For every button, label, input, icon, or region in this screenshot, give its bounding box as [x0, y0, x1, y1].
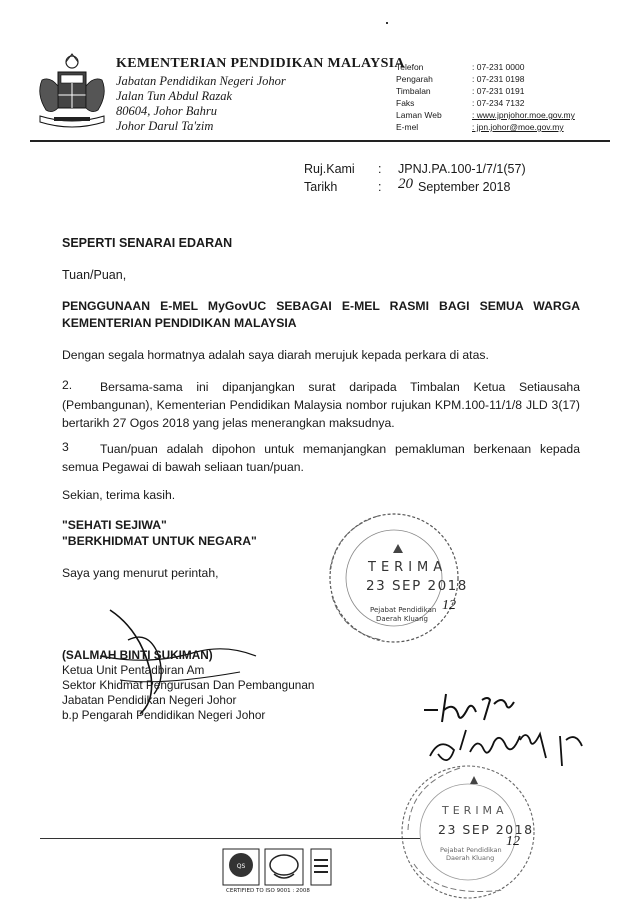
ink-dot: [386, 22, 388, 24]
standard-logo: [264, 848, 304, 886]
stamp-office: Pejabat Pendidikan: [440, 846, 502, 854]
address-line: Jalan Tun Abdul Razak: [116, 89, 233, 103]
contact-label: Timbalan: [396, 86, 431, 96]
signatory-line: Jabatan Pendidikan Negeri Johor: [62, 693, 237, 707]
received-stamp: [318, 506, 468, 646]
contact-label: E-mel: [396, 122, 419, 132]
address-line: Jabatan Pendidikan Negeri Johor: [116, 74, 286, 88]
coat-of-arms-logo: [32, 50, 112, 134]
header-divider: [30, 140, 610, 142]
contact-label: Faks: [396, 98, 415, 108]
svg-text:QS: QS: [236, 863, 246, 870]
stamp-date: 23 SEP 2018: [366, 578, 468, 594]
stamp-office: Daerah Kluang: [446, 854, 495, 862]
website-link[interactable]: : www.jpnjohor.moe.gov.my: [472, 110, 575, 120]
date-month-year: September 2018: [418, 180, 511, 194]
stamp-office: Daerah Kluang: [376, 615, 428, 623]
stamp-handwritten-number: 12: [506, 834, 520, 849]
stamp-date: 23 SEP 2018: [438, 822, 534, 837]
reference-separator: :: [378, 162, 382, 176]
instruction: Saya yang menurut perintah,: [62, 566, 219, 580]
stamp-title: TERIMA: [368, 560, 448, 575]
contact-label: Laman Web: [396, 110, 442, 120]
contact-label: Pengarah: [396, 74, 433, 84]
date-day-handwritten: 20: [398, 176, 413, 192]
recipient: SEPERTI SENARAI EDARAN: [62, 236, 233, 250]
contact-value: : 07-231 0198: [472, 74, 525, 84]
paragraph-3: Tuan/puan adalah dipohon untuk memanjangkan pemakluman berkenaan kepada semua Pegawai di bawah seliaan tuan/puan.: [62, 442, 580, 474]
paragraph-2: Bersama-sama ini dipanjangkan surat daripada Timbalan Ketua Setiausaha (Pembangunan), Kementerian Pendidikan Malaysia nombor rujukan KPM.100-11/1/8 JLD 3(17) bertarikh 27 Ogos 2018 yang jelas menerangkan maksudnya.: [62, 380, 580, 430]
ministry-name: KEMENTERIAN PENDIDIKAN MALAYSIA: [116, 56, 405, 71]
signatory-line: Ketua Unit Pentadbiran Am: [62, 663, 205, 677]
paragraph-3-number: 3: [62, 440, 69, 454]
paragraph-2-number: 2.: [62, 378, 73, 392]
motto-line: "SEHATI SEJIWA": [62, 518, 167, 532]
date-label: Tarikh: [304, 180, 338, 194]
contact-value: : 07-231 0191: [472, 86, 525, 96]
contact-value: : 07-234 7132: [472, 98, 525, 108]
footer-divider: [40, 838, 420, 839]
stamp-title: TERIMA: [442, 804, 508, 817]
quality-system-logo: [222, 848, 260, 886]
stamp-handwritten-number: 12: [442, 598, 456, 613]
certification-text: CERTIFIED TO ISO 9001 : 2008: [226, 888, 310, 894]
date-separator: :: [378, 180, 382, 194]
contact-label: Telefon: [396, 62, 424, 72]
signatory-name: (SALMAH BINTI SUKIMAN): [62, 648, 213, 662]
closing: Sekian, terima kasih.: [62, 488, 176, 502]
address-line: 80604, Johor Bahru: [116, 104, 218, 118]
motto-line: "BERKHIDMAT UNTUK NEGARA": [62, 534, 257, 548]
paragraph-1: Dengan segala hormatnya adalah saya diarah merujuk kepada perkara di atas.: [62, 348, 489, 362]
signatory-line: b.p Pengarah Pendidikan Negeri Johor: [62, 708, 266, 722]
subject-heading: PENGGUNAAN E-MEL MyGovUC SEBAGAI E-MEL RASMI BAGI SEMUA WARGA KEMENTERIAN PENDIDIKAN MALAYSIA: [62, 299, 580, 330]
contact-value: : 07-231 0000: [472, 62, 525, 72]
reference-value: JPNJ.PA.100-1/7/1(57): [398, 162, 526, 176]
reference-label: Ruj.Kami: [304, 162, 355, 176]
signatory-line: Sektor Khidmat Pengurusan Dan Pembangunan: [62, 678, 315, 692]
stamp-office: Pejabat Pendidikan: [370, 606, 437, 614]
address-line: Johor Darul Ta'zim: [116, 119, 214, 133]
email-link[interactable]: : jpn.johor@moe.gov.my: [472, 122, 564, 132]
certification-logo: [310, 848, 332, 886]
salutation: Tuan/Puan,: [62, 268, 127, 282]
